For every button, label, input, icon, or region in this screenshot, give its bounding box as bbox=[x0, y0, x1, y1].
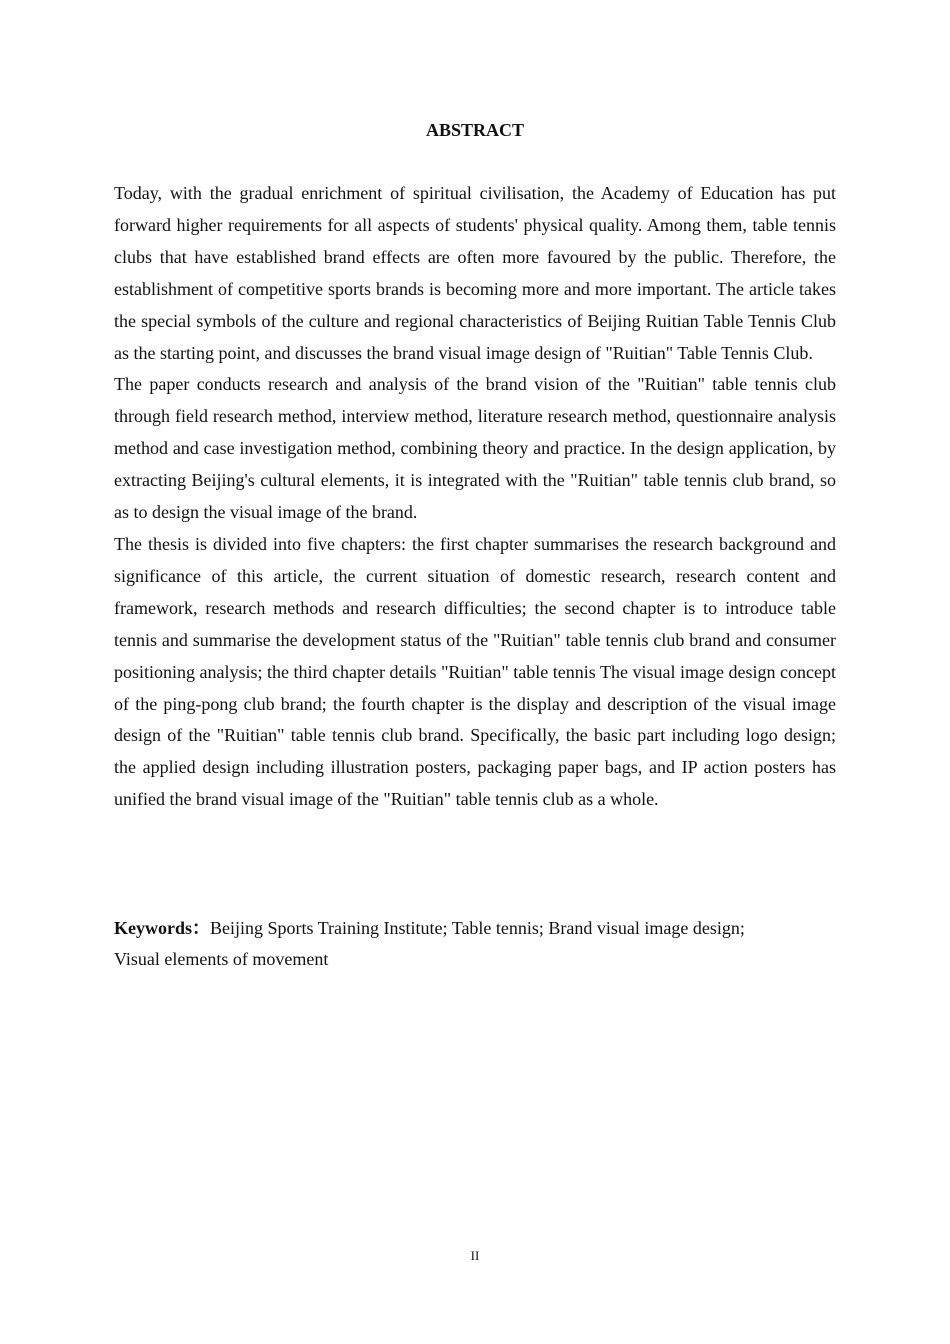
abstract-title: ABSTRACT bbox=[425, 120, 525, 140]
keywords-line-2: Visual elements of movement bbox=[114, 949, 329, 969]
keywords-line-1: Beijing Sports Training Institute; Table tennis; Brand visual image design; bbox=[210, 918, 745, 938]
abstract-paragraph-1: Today, with the gradual enrichment of spiritual civilisation, the Academy of Education has put forward higher requirements for all aspects of students' physical quality. Among them, table tennis clubs that have established brand effects are often more favoured by the public. Therefore, the establishment of competitive sports brands is becoming more and more important. The article takes the special symbols of the culture and regional characteristics of Beijing Ruitian Table Tennis Club as the starting point, and discusses the brand visual image design of "Ruitian" Table Tennis Club. bbox=[114, 183, 836, 363]
keywords-block bbox=[114, 913, 836, 975]
keywords-label: Keywords： bbox=[114, 918, 210, 938]
abstract-body bbox=[114, 178, 836, 816]
page-number: II bbox=[470, 1248, 480, 1263]
abstract-paragraph-2: The paper conducts research and analysis of the brand vision of the "Ruitian" table tennis club through field research method, interview method, literature research method, questionnaire analysis method and case investigation method, combining theory and practice. In the design application, by extracting Beijing's cultural elements, it is integrated with the "Ruitian" table tennis club brand, so as to design the visual image of the brand. bbox=[114, 374, 836, 523]
abstract-paragraph-3: The thesis is divided into five chapters: the first chapter summarises the research background and significance of this article, the current situation of domestic research, research content and framework, research methods and research difficulties; the second chapter is to introduce table tennis and summarise the development status of the "Ruitian" table tennis club brand and consumer positioning analysis; the third chapter details "Ruitian" table tennis The visual image design concept of the ping-pong club brand; the fourth chapter is the display and description of the visual image design of the "Ruitian" table tennis club brand. Specifically, the basic part including logo design; the applied design including illustration posters, packaging paper bags, and IP action posters has unified the brand visual image of the "Ruitian" table tennis club as a whole. bbox=[114, 533, 836, 810]
